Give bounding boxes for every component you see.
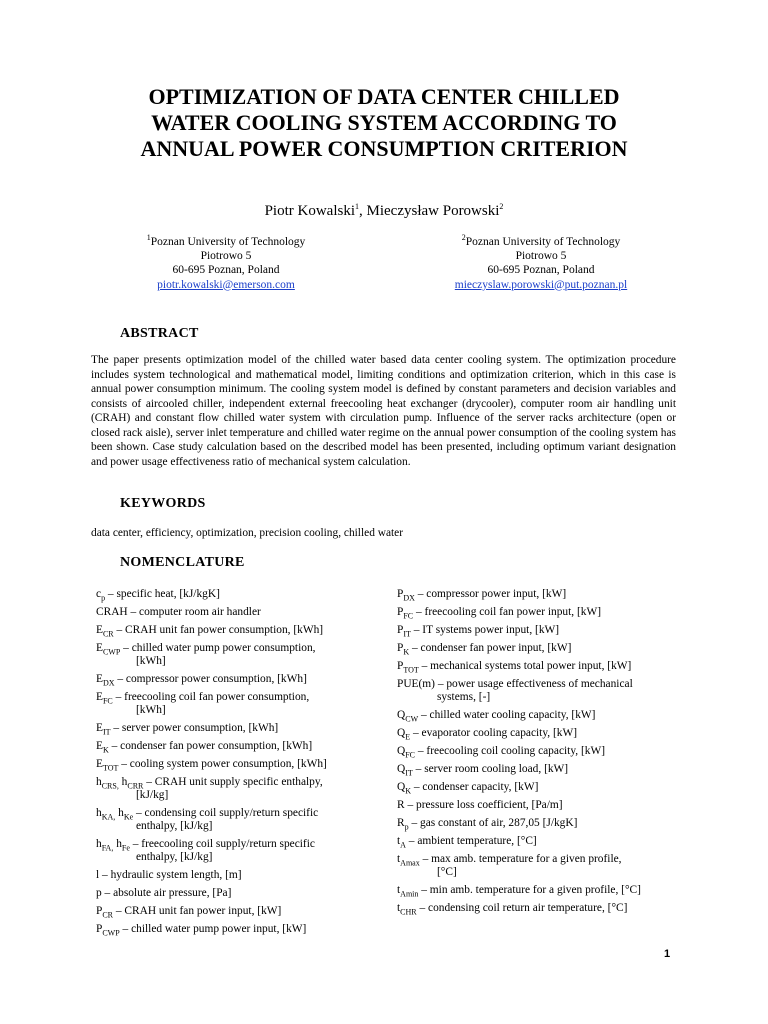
nomenclature-subscript: CWP bbox=[102, 928, 120, 938]
nomenclature-definition: – CRAH unit fan power input, [kW] bbox=[113, 905, 282, 917]
author-list bbox=[0, 203, 768, 220]
nomenclature-subscript: CR bbox=[102, 629, 114, 639]
nomenclature-heading: NOMENCLATURE bbox=[120, 555, 245, 570]
nomenclature-subscript: CW bbox=[405, 714, 419, 724]
nomenclature-entry bbox=[397, 884, 697, 897]
nomenclature-symbol: R bbox=[397, 799, 405, 811]
nomenclature-entry bbox=[397, 709, 697, 722]
abstract-heading: ABSTRACT bbox=[120, 326, 199, 341]
nomenclature-definition: – evaporator cooling capacity, [kW] bbox=[410, 727, 578, 739]
paper-title bbox=[60, 84, 708, 162]
nomenclature-symbol: P bbox=[96, 923, 103, 935]
nomenclature-symbol: t bbox=[397, 902, 401, 914]
affil-street: Piotrowo 5 bbox=[515, 250, 567, 263]
nomenclature-definition: – max amb. temperature for a given profile, bbox=[419, 853, 622, 865]
nomenclature-subscript: Fe bbox=[121, 843, 130, 853]
nomenclature-subscript: FA, bbox=[101, 843, 114, 853]
nomenclature-entry bbox=[96, 722, 376, 735]
nomenclature-definition: – chilled water cooling capacity, [kW] bbox=[418, 709, 596, 721]
nomenclature-definition: – hydraulic system length, [m] bbox=[99, 869, 242, 881]
nomenclature-entry bbox=[96, 776, 376, 802]
nomenclature-symbol: R bbox=[397, 817, 405, 829]
nomenclature-entry bbox=[397, 588, 697, 601]
nomenclature-entry bbox=[96, 758, 376, 771]
nomenclature-symbol: PUE(m) bbox=[397, 678, 435, 690]
nomenclature-definition: – specific heat, [kJ/kgK] bbox=[105, 588, 220, 600]
nomenclature-definition: – CRAH unit fan power consumption, [kWh] bbox=[113, 624, 324, 636]
nomenclature-symbol: E bbox=[96, 691, 103, 703]
nomenclature-subscript: FC bbox=[102, 696, 113, 706]
nomenclature-entry bbox=[96, 740, 376, 753]
nomenclature-definition: – chilled water pump power input, [kW] bbox=[119, 923, 307, 935]
nomenclature-definition: h bbox=[113, 838, 122, 850]
affil-institution: Poznan University of Technology bbox=[150, 236, 306, 248]
nomenclature-entry bbox=[397, 835, 697, 848]
nomenclature-subscript: CHR bbox=[400, 907, 417, 917]
nomenclature-symbol: h bbox=[96, 838, 102, 850]
nomenclature-continuation: [kWh] bbox=[136, 704, 166, 716]
nomenclature-definition: – min amb. temperature for a given profile, [°C] bbox=[418, 884, 641, 896]
nomenclature-definition: – computer room air handler bbox=[127, 606, 261, 618]
nomenclature-symbol: Q bbox=[397, 727, 406, 739]
nomenclature-subscript: DX bbox=[102, 678, 115, 688]
nomenclature-entry bbox=[96, 905, 376, 918]
nomenclature-definition: – cooling system power consumption, [kWh] bbox=[118, 758, 327, 770]
nomenclature-definition: – chilled water pump power consumption, bbox=[120, 642, 316, 654]
nomenclature-entry bbox=[397, 853, 697, 879]
nomenclature-subscript: K bbox=[102, 745, 109, 755]
affil-city: 60-695 Poznan, Poland bbox=[172, 264, 280, 277]
nomenclature-subscript: p bbox=[404, 822, 409, 832]
nomenclature-definition: – condensing coil return air temperature, [°C] bbox=[416, 902, 628, 914]
nomenclature-definition: – freecooling coil fan power input, [kW] bbox=[413, 606, 602, 618]
nomenclature-list-left bbox=[96, 588, 376, 941]
nomenclature-subscript: KA, bbox=[101, 812, 116, 822]
nomenclature-entry bbox=[397, 902, 697, 915]
nomenclature-definition: – condenser capacity, [kW] bbox=[411, 781, 539, 793]
nomenclature-entry bbox=[397, 624, 697, 637]
nomenclature-subscript: Amin bbox=[400, 889, 419, 899]
nomenclature-subscript: K bbox=[405, 786, 412, 796]
nomenclature-definition: – mechanical systems total power input, [kW] bbox=[418, 660, 632, 672]
nomenclature-symbol: p bbox=[96, 887, 102, 899]
nomenclature-subscript: Amax bbox=[400, 858, 420, 868]
nomenclature-entry bbox=[96, 869, 376, 882]
nomenclature-symbol: Q bbox=[397, 781, 406, 793]
author-affil-mark: 1 bbox=[355, 202, 359, 211]
nomenclature-symbol: P bbox=[397, 660, 404, 672]
nomenclature-symbol: E bbox=[96, 758, 103, 770]
nomenclature-subscript: CRS, bbox=[101, 781, 119, 791]
keywords-heading: KEYWORDS bbox=[120, 496, 206, 511]
nomenclature-symbol: P bbox=[96, 905, 103, 917]
nomenclature-subscript: IT bbox=[405, 768, 413, 778]
nomenclature-entry bbox=[397, 678, 697, 704]
nomenclature-subscript: p bbox=[101, 593, 106, 603]
nomenclature-symbol: E bbox=[96, 673, 103, 685]
nomenclature-symbol: Q bbox=[397, 745, 406, 757]
abstract-body: The paper presents optimization model of the chilled water based data center cooling system. The optimization procedure includes system technological and mathematical model, limiting conditions and optimization criterion, which in this case is annual power consumption minimum. The cooling system model is defined by constant parameters and decision variables and consists of aircooled chiller, independent external freecooling heat exchanger (drycooler), computer room air handling unit (CRAH) and constant flow chilled water system with circulation pump. Influence of the server racks architecture (open or closed rack aisle), server inlet temperature and chilled water regime on the annual power consumption of the cooling system has been shown. Case study calculation based on the described model has been presented, including optimum variant designation and power usage effectiveness ratio of mechanical system calculation. bbox=[91, 354, 676, 468]
nomenclature-symbol: l bbox=[96, 869, 100, 881]
nomenclature-symbol: P bbox=[397, 624, 404, 636]
nomenclature-entry bbox=[96, 642, 376, 668]
affiliation-2 bbox=[401, 235, 681, 292]
nomenclature-definition: – ambient temperature, [°C] bbox=[405, 835, 537, 847]
affil-city: 60-695 Poznan, Poland bbox=[487, 264, 595, 277]
page-number: 1 bbox=[664, 948, 671, 960]
nomenclature-subscript: CR bbox=[102, 910, 114, 920]
affil-institution: Poznan University of Technology bbox=[465, 236, 621, 248]
nomenclature-entry bbox=[397, 745, 697, 758]
title-line: OPTIMIZATION OF DATA CENTER CHILLED bbox=[148, 84, 620, 109]
nomenclature-definition: – freecooling coil fan power consumption, bbox=[112, 691, 310, 703]
nomenclature-entry bbox=[96, 624, 376, 637]
nomenclature-entry bbox=[397, 781, 697, 794]
nomenclature-definition: – condenser fan power input, [kW] bbox=[409, 642, 572, 654]
nomenclature-subscript: FC bbox=[405, 750, 416, 760]
affil-street: Piotrowo 5 bbox=[200, 250, 252, 263]
nomenclature-entry bbox=[96, 807, 376, 833]
nomenclature-subscript: CWP bbox=[102, 647, 121, 657]
nomenclature-entry bbox=[96, 691, 376, 717]
nomenclature-symbol: E bbox=[96, 642, 103, 654]
nomenclature-entry bbox=[96, 588, 376, 601]
affil-email-link[interactable]: mieczyslaw.porowski@put.poznan.pl bbox=[454, 278, 628, 291]
nomenclature-definition: – absolute air pressure, [Pa] bbox=[101, 887, 232, 899]
nomenclature-definition: – pressure loss coefficient, [Pa/m] bbox=[404, 799, 563, 811]
nomenclature-subscript: E bbox=[405, 732, 411, 742]
nomenclature-definition: h bbox=[115, 807, 124, 819]
nomenclature-definition: – IT systems power input, [kW] bbox=[410, 624, 560, 636]
affil-mark: 1 bbox=[146, 233, 151, 243]
nomenclature-entry bbox=[397, 817, 697, 830]
nomenclature-symbol: t bbox=[397, 835, 401, 847]
nomenclature-symbol: P bbox=[397, 642, 404, 654]
nomenclature-entry bbox=[397, 763, 697, 776]
nomenclature-subscript: K bbox=[403, 647, 410, 657]
nomenclature-definition: – freecooling coil supply/return specific bbox=[129, 838, 315, 850]
nomenclature-subscript: Ke bbox=[123, 812, 134, 822]
nomenclature-symbol: t bbox=[397, 884, 401, 896]
nomenclature-subscript: A bbox=[400, 840, 406, 850]
author-affil-mark: 2 bbox=[499, 202, 504, 211]
nomenclature-symbol: E bbox=[96, 624, 103, 636]
nomenclature-entry bbox=[96, 606, 376, 619]
nomenclature-entry bbox=[397, 642, 697, 655]
nomenclature-continuation: [°C] bbox=[437, 866, 457, 878]
nomenclature-definition: h bbox=[118, 776, 128, 788]
nomenclature-continuation: enthalpy, [kJ/kg] bbox=[136, 820, 213, 832]
nomenclature-subscript: TOT bbox=[403, 665, 419, 675]
title-line: WATER COOLING SYSTEM ACCORDING TO bbox=[151, 110, 617, 135]
nomenclature-symbol: P bbox=[397, 588, 404, 600]
author-separator: , bbox=[359, 203, 367, 219]
nomenclature-entry bbox=[96, 673, 376, 686]
nomenclature-subscript: FC bbox=[403, 611, 414, 621]
nomenclature-subscript: TOT bbox=[102, 763, 119, 773]
title-line: ANNUAL POWER CONSUMPTION CRITERION bbox=[140, 136, 628, 161]
nomenclature-symbol: E bbox=[96, 722, 103, 734]
nomenclature-subscript: IT bbox=[102, 727, 111, 737]
nomenclature-symbol: Q bbox=[397, 763, 406, 775]
nomenclature-entry bbox=[96, 923, 376, 936]
nomenclature-continuation: enthalpy, [kJ/kg] bbox=[136, 851, 213, 863]
nomenclature-symbol: P bbox=[397, 606, 404, 618]
affiliation-1 bbox=[86, 235, 366, 292]
nomenclature-definition: – power usage effectiveness of mechanical bbox=[434, 678, 633, 690]
nomenclature-continuation: systems, [-] bbox=[437, 691, 491, 703]
nomenclature-definition: – freecooling coil cooling capacity, [kW] bbox=[415, 745, 606, 757]
affil-email-link[interactable]: piotr.kowalski@emerson.com bbox=[157, 278, 295, 291]
nomenclature-symbol: h bbox=[96, 776, 102, 788]
nomenclature-definition: – compressor power input, [kW] bbox=[414, 588, 567, 600]
nomenclature-symbol: t bbox=[397, 853, 401, 865]
nomenclature-symbol: c bbox=[96, 588, 102, 600]
nomenclature-definition: – compressor power consumption, [kWh] bbox=[114, 673, 307, 685]
nomenclature-definition: – condenser fan power consumption, [kWh] bbox=[108, 740, 313, 752]
nomenclature-symbol: Q bbox=[397, 709, 406, 721]
nomenclature-entry bbox=[397, 727, 697, 740]
nomenclature-entry bbox=[96, 887, 376, 900]
nomenclature-entry bbox=[397, 606, 697, 619]
nomenclature-definition: – server room cooling load, [kW] bbox=[412, 763, 569, 775]
nomenclature-subscript: CRR bbox=[127, 781, 144, 791]
nomenclature-entry bbox=[397, 799, 697, 812]
nomenclature-entry bbox=[96, 838, 376, 864]
nomenclature-continuation: [kWh] bbox=[136, 655, 166, 667]
nomenclature-definition: – CRAH unit supply specific enthalpy, bbox=[143, 776, 323, 788]
affil-mark: 2 bbox=[461, 233, 466, 243]
nomenclature-definition: – gas constant of air, 287,05 [J/kgK] bbox=[408, 817, 578, 829]
nomenclature-symbol: CRAH bbox=[96, 606, 128, 618]
nomenclature-definition: – condensing coil supply/return specific bbox=[133, 807, 319, 819]
nomenclature-symbol: h bbox=[96, 807, 102, 819]
nomenclature-definition: – server power consumption, [kWh] bbox=[110, 722, 279, 734]
nomenclature-subscript: DX bbox=[403, 593, 415, 603]
nomenclature-symbol: E bbox=[96, 740, 103, 752]
author-name: Mieczysław Porowski bbox=[366, 203, 500, 219]
nomenclature-list-right bbox=[397, 588, 697, 920]
nomenclature-subscript: IT bbox=[403, 629, 411, 639]
nomenclature-entry bbox=[397, 660, 697, 673]
nomenclature-continuation: [kJ/kg] bbox=[136, 789, 169, 801]
author-name: Piotr Kowalski bbox=[264, 203, 355, 219]
keywords-body: data center, efficiency, optimization, precision cooling, chilled water bbox=[91, 527, 404, 539]
